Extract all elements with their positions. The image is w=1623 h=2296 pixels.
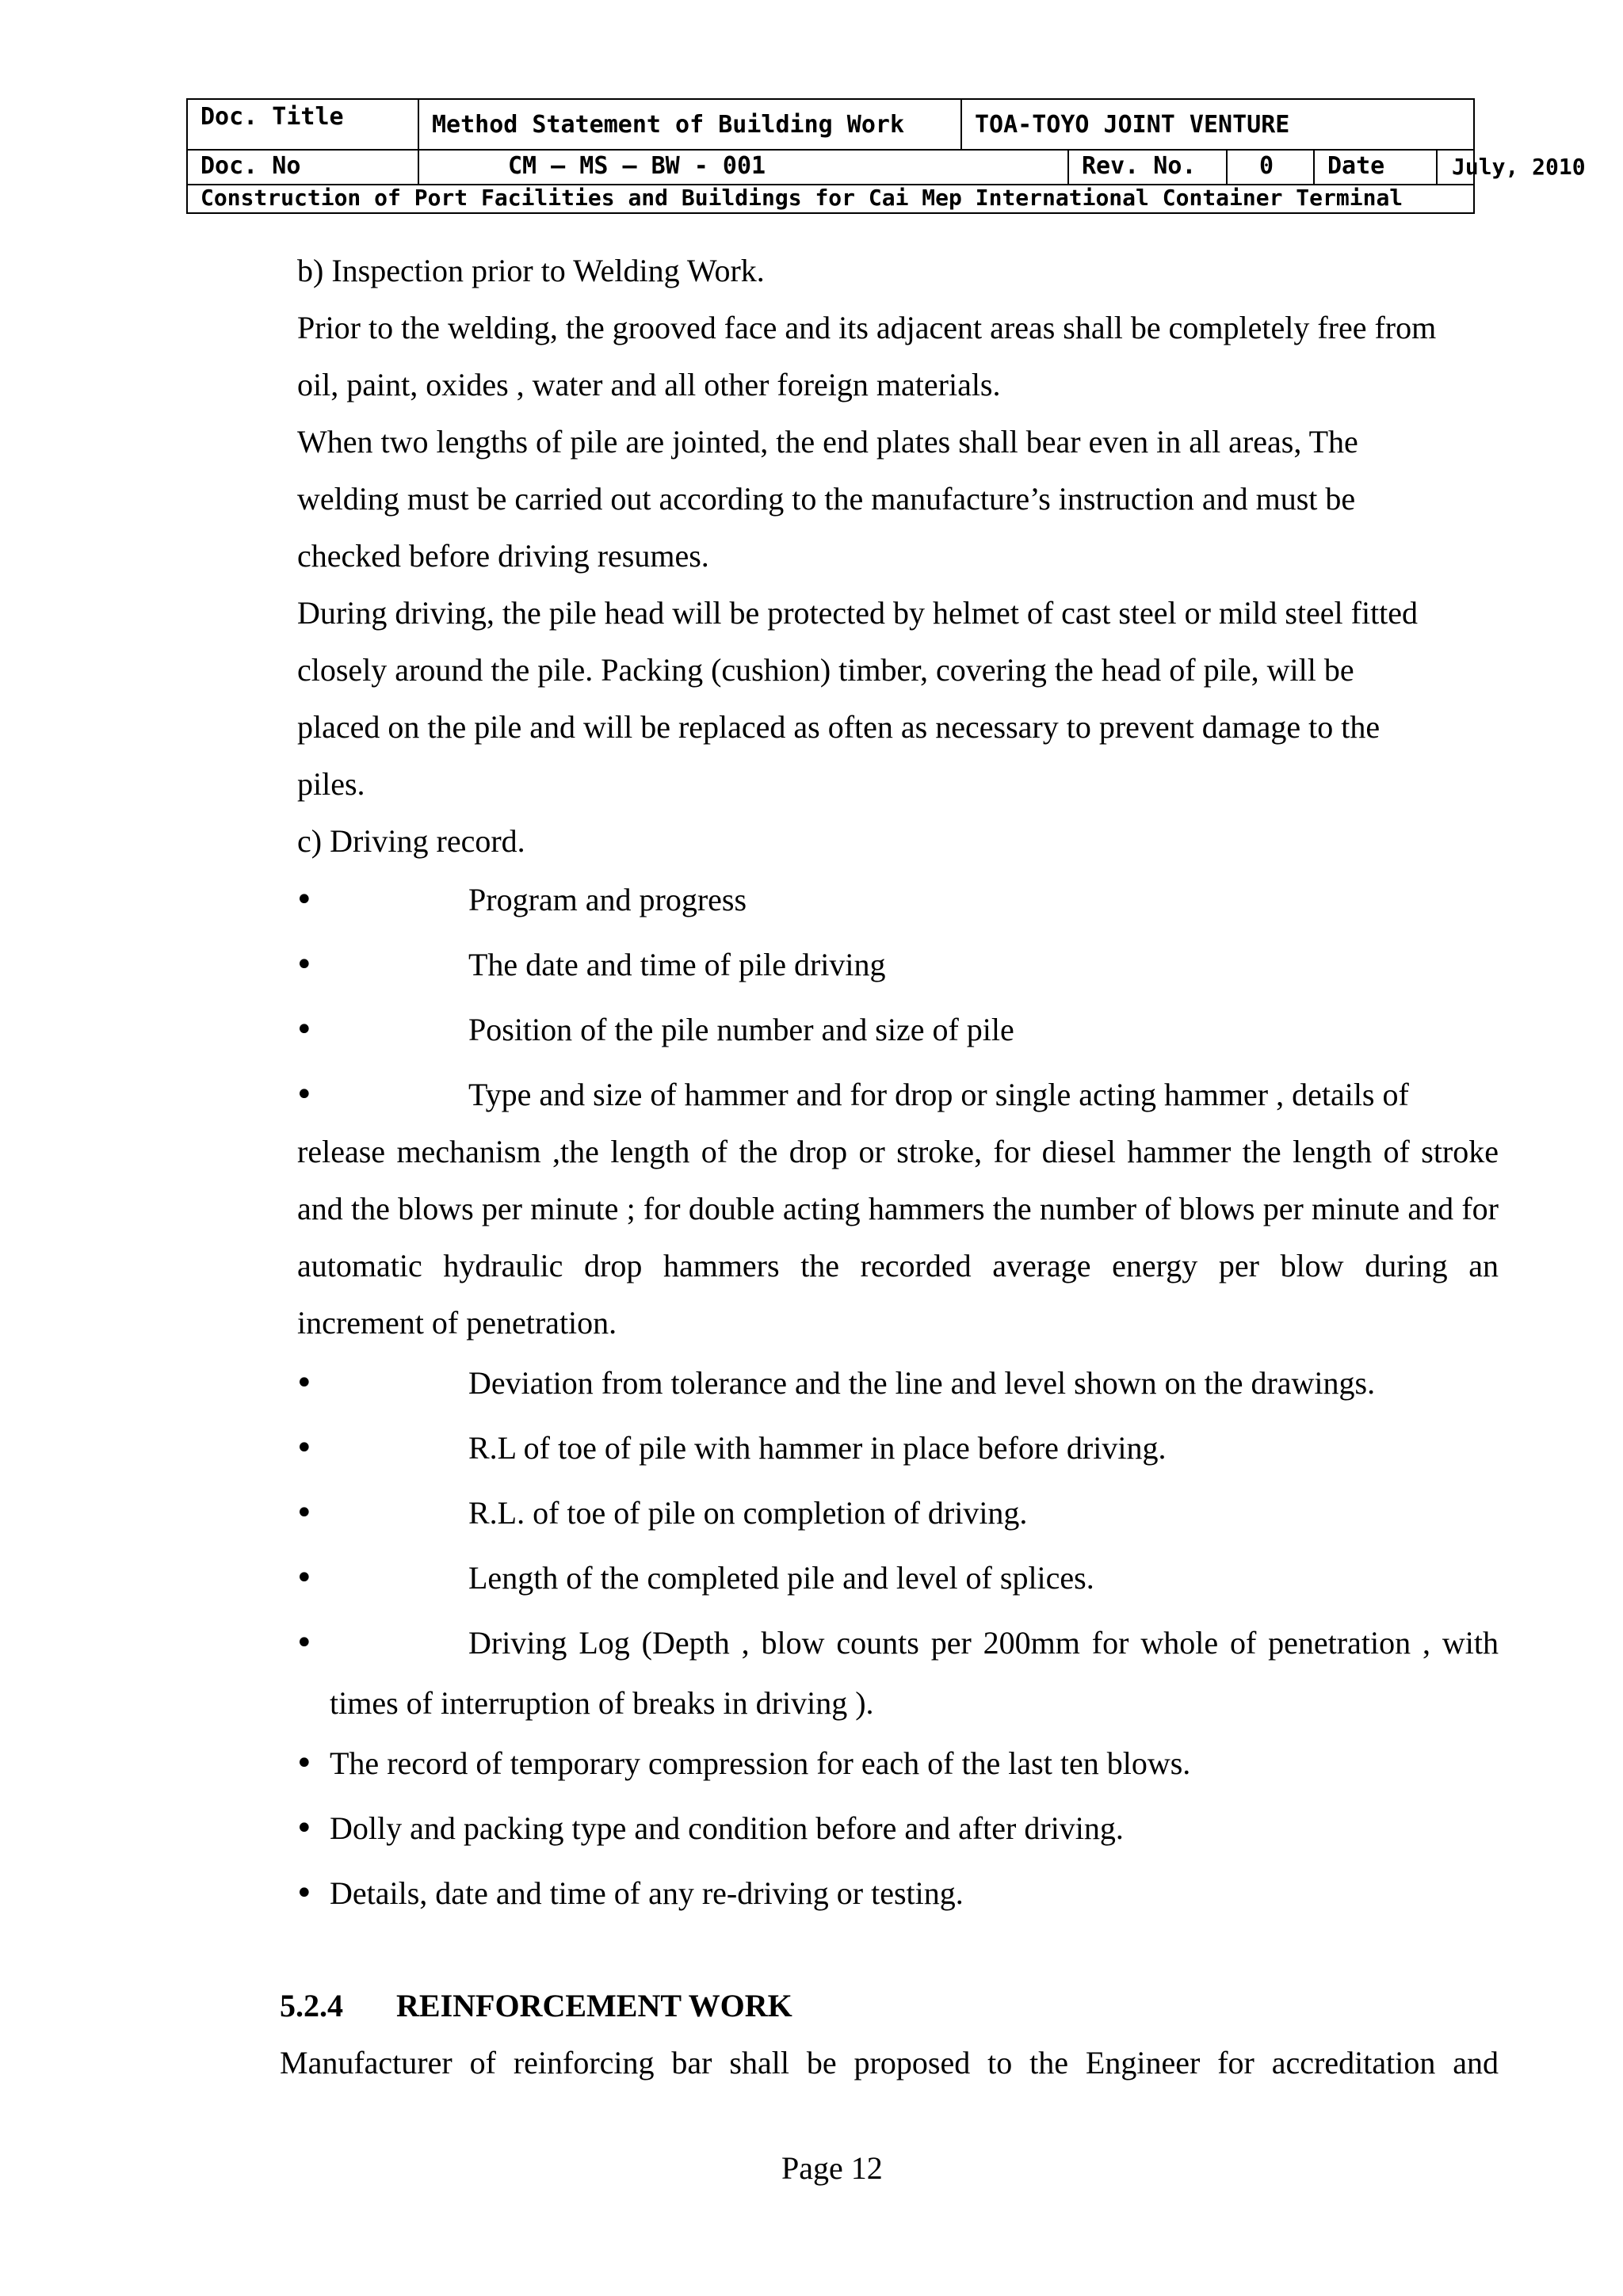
bullet-item-hammer-first-line: Type and size of hammer and for drop or single acting hammer , details of: [468, 1077, 1409, 1112]
bullet-item: Position of the pile number and size of pile: [468, 1012, 1014, 1047]
project-title: Construction of Port Facilities and Buildings for Cai Mep International Container Terminal: [200, 185, 1403, 211]
inspection-heading: b) Inspection prior to Welding Work.: [297, 253, 765, 288]
bullet-symbol: •: [295, 947, 314, 983]
paragraph-line: welding must be carried out according to the manufacture’s instruction and must be: [297, 481, 1356, 517]
date-label: Date: [1327, 152, 1385, 180]
doc-title-label-cell: [188, 100, 418, 149]
bullet-symbol: •: [295, 1625, 314, 1661]
bullet-item: Details, date and time of any re-driving or testing.: [330, 1875, 964, 1911]
paragraph-line: closely around the pile. Packing (cushion) timber, covering the head of pile, will be: [297, 652, 1354, 688]
date-value: July, 2010: [1452, 154, 1586, 180]
bullet-symbol: •: [295, 1745, 314, 1782]
bullet-symbol: •: [295, 1810, 314, 1847]
section-number: 5.2.4: [280, 1988, 343, 2023]
driving-record-heading: c) Driving record.: [297, 823, 525, 859]
bullet-item: R.L. of toe of pile on completion of driving.: [468, 1495, 1028, 1531]
paragraph-line: checked before driving resumes.: [297, 538, 709, 574]
section-paragraph-line: Manufacturer of reinforcing bar shall be proposed to the Engineer for accreditation and: [280, 2045, 1499, 2081]
date-label-cell: [1313, 149, 1436, 184]
project-cell: [188, 184, 1473, 214]
bullet-item-hammer-continuation: release mechanism ,the length of the drop or stroke, for diesel hammer the length of stroke and the blows per minute ; for double acting hammers the number of blows per minute and for automatic hydraulic drop hammers the recorded average energy per blow during an: [297, 1134, 1499, 1283]
paragraph-line: During driving, the pile head will be protected by helmet of cast steel or mild steel fitted: [297, 595, 1419, 631]
bullet-item-hammer-last-line: increment of penetration.: [297, 1305, 617, 1341]
company-name: TOA-TOYO JOINT VENTURE: [975, 111, 1290, 139]
doc-no-value: CM – MS – BW - 001: [508, 152, 766, 180]
doc-title-value-cell: [418, 100, 960, 149]
bullet-item: The record of temporary compression for each of the last ten blows.: [330, 1745, 1191, 1781]
rev-label: Rev. No.: [1082, 152, 1197, 180]
bullet-item-log-first-line: Driving Log (Depth , blow counts per 200mm for whole of penetration , with: [468, 1625, 1499, 1661]
bullet-item: Length of the completed pile and level of splices.: [468, 1560, 1094, 1596]
section-title: REINFORCEMENT WORK: [396, 1988, 792, 2023]
doc-no-label: Doc. No: [200, 152, 301, 180]
paragraph-line: oil, paint, oxides , water and all other foreign materials.: [297, 367, 1001, 402]
bullet-symbol: •: [295, 1077, 314, 1113]
doc-no-label-cell: [188, 149, 418, 184]
doc-no-value-cell: [418, 149, 1067, 184]
company-cell: [960, 100, 1473, 149]
bullet-symbol: •: [295, 1365, 314, 1402]
bullet-item: The date and time of pile driving: [468, 947, 886, 982]
page-number: Page 12: [781, 2150, 883, 2186]
paragraph-line: Prior to the welding, the grooved face and its adjacent areas shall be completely free from: [297, 310, 1437, 345]
bullet-symbol: •: [295, 1012, 314, 1048]
doc-title-label: Doc. Title: [200, 103, 344, 131]
bullet-symbol: •: [295, 882, 314, 918]
rev-value: 0: [1259, 152, 1274, 180]
rev-label-cell: [1067, 149, 1226, 184]
bullet-symbol: •: [295, 1430, 314, 1466]
header-row-docno: [188, 149, 1586, 185]
bullet-symbol: •: [295, 1560, 314, 1596]
bullet-item-log-second-line: times of interruption of breaks in driving ).: [330, 1685, 874, 1721]
date-value-cell: [1436, 149, 1586, 184]
doc-title-value: Method Statement of Building Work: [432, 111, 905, 139]
bullet-item: Deviation from tolerance and the line and level shown on the drawings.: [468, 1365, 1376, 1401]
paragraph-line: placed on the pile and will be replaced as often as necessary to prevent damage to the: [297, 709, 1381, 745]
header-row-title: [188, 100, 1473, 151]
bullet-item: R.L of toe of pile with hammer in place before driving.: [468, 1430, 1167, 1466]
paragraph-line: When two lengths of pile are jointed, the end plates shall bear even in all areas, The: [297, 424, 1358, 460]
document-header-table: [186, 98, 1586, 214]
paragraph-line: piles.: [297, 766, 365, 802]
header-row-project: [188, 184, 1473, 214]
rev-value-cell: [1226, 149, 1313, 184]
bullet-item: Dolly and packing type and condition before and after driving.: [330, 1810, 1124, 1846]
bullet-symbol: •: [295, 1875, 314, 1912]
bullet-item: Program and progress: [468, 882, 747, 917]
bullet-symbol: •: [295, 1495, 314, 1531]
